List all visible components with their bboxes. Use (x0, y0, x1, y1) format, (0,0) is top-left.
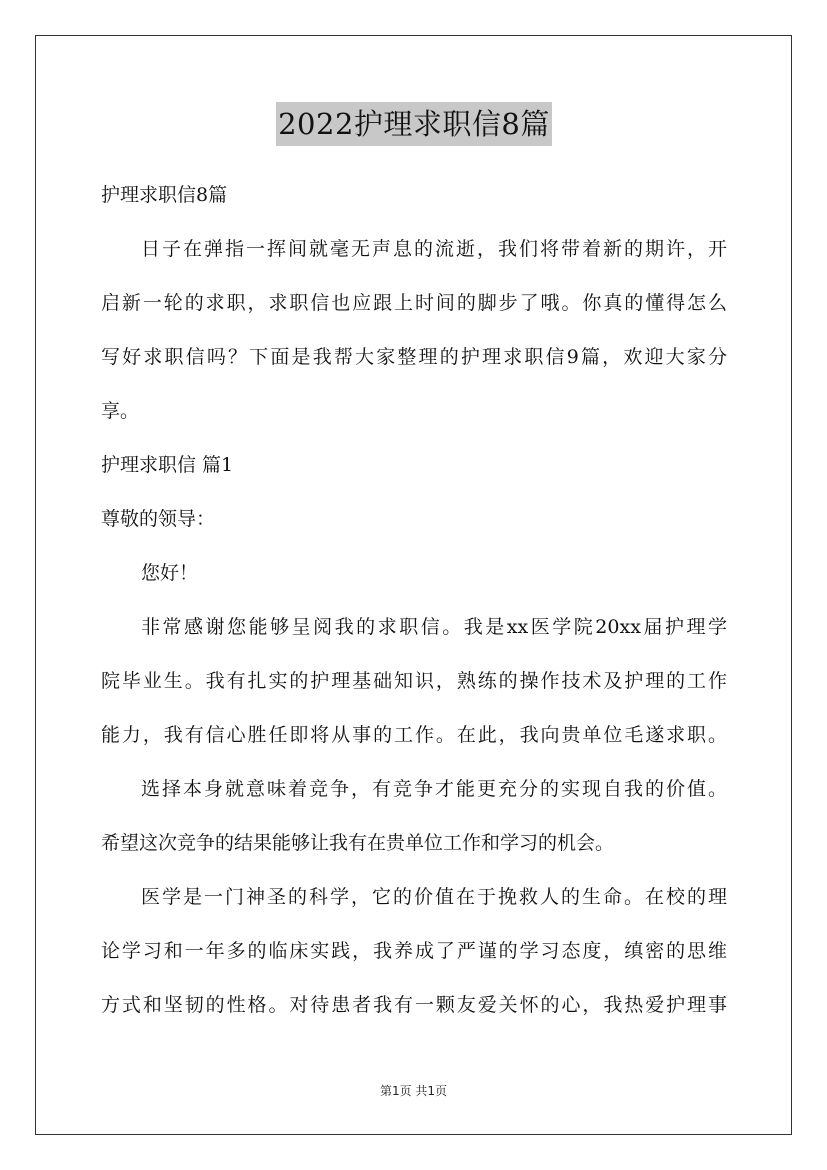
paragraph-line: 院毕业生。我有扎实的护理基础知识，熟练的操作技术及护理的工作 (101, 670, 727, 692)
paragraph-line: 非常感谢您能够呈阅我的求职信。我是xx医学院20xx届护理学 (141, 616, 727, 638)
title-wrap (101, 96, 727, 154)
paragraph-line: 能力，我有信心胜任即将从事的工作。在此，我向贵单位毛遂求职。 (101, 724, 727, 746)
paragraph-line: 选择本身就意味着竞争，有竞争才能更充分的实现自我的价值。 (141, 778, 727, 800)
document-body (101, 96, 727, 1032)
section-heading: 护理求职信 篇1 (101, 454, 234, 476)
document-title: 2022护理求职信8篇 (276, 102, 552, 146)
intro-line: 日子在弹指一挥间就毫无声息的流逝，我们将带着新的期许，开 (141, 238, 727, 260)
paragraph-line: 论学习和一年多的临床实践，我养成了严谨的学习态度，缜密的思维 (101, 940, 727, 962)
page-footer: 第1页 共1页 (379, 1084, 448, 1098)
paragraph-line: 希望这次竞争的结果能够让我有在贵单位工作和学习的机会。 (101, 832, 615, 854)
intro-line: 写好求职信吗？下面是我帮大家整理的护理求职信9篇，欢迎大家分 (101, 346, 727, 368)
intro-line: 享。 (101, 400, 140, 422)
paragraph-line: 方式和坚韧的性格。对待患者我有一颗友爱关怀的心，我热爱护理事 (101, 994, 727, 1016)
subtitle: 护理求职信8篇 (101, 184, 228, 206)
intro-line: 启新一轮的求职，求职信也应跟上时间的脚步了哦。你真的懂得怎么 (101, 292, 727, 314)
greeting: 您好！ (141, 562, 199, 584)
salutation: 尊敬的领导： (101, 508, 216, 530)
paragraph-line: 医学是一门神圣的科学，它的价值在于挽救人的生命。在校的理 (141, 886, 727, 908)
